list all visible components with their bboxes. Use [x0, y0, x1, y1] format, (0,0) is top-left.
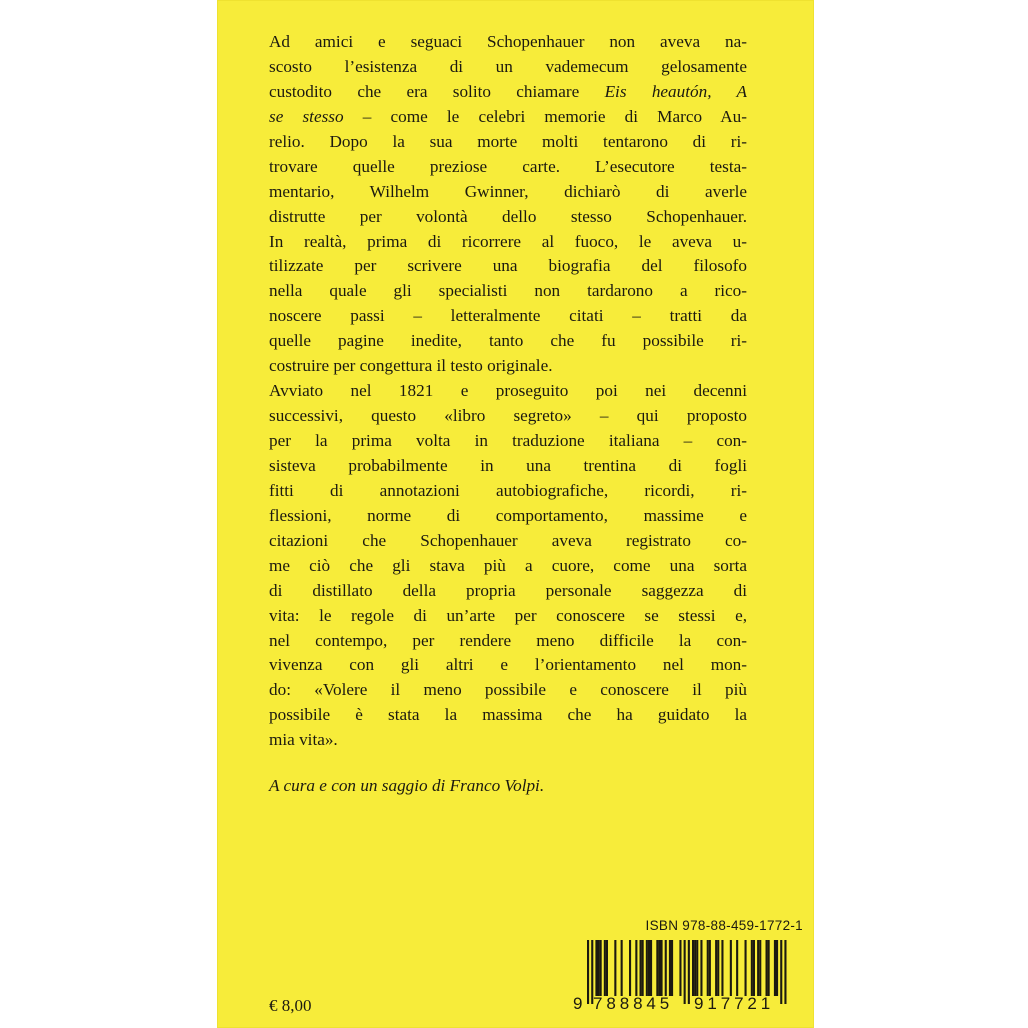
isbn-label: ISBN 978-88-459-1772-1	[645, 918, 803, 933]
blurb-line: vivenza con gli altri e l’orientamento nel mon-	[269, 655, 747, 675]
barcode-bar	[629, 940, 631, 996]
blurb-line-text: custodito che era solito chiamare	[269, 81, 605, 101]
barcode-bar	[671, 940, 673, 996]
barcode-bar	[679, 940, 681, 996]
barcode-bar	[766, 940, 768, 996]
italic-title: se stesso	[269, 106, 344, 126]
barcode-bar	[721, 940, 723, 996]
barcode-bar	[650, 940, 652, 996]
ean-left-group: 788845	[593, 994, 674, 1013]
blurb-line: Avviato nel 1821 e proseguito poi nei decenni	[269, 381, 747, 401]
blurb-line: per la prima volta in traduzione italiana – con-	[269, 431, 747, 450]
barcode-bar	[696, 940, 698, 996]
barcode-bar	[694, 940, 696, 996]
barcode-bar	[751, 940, 753, 996]
blurb-line: distrutte per volontà dello stesso Schopenhauer.	[269, 206, 747, 226]
blurb-line: sisteva probabilmente in una trentina di fogli	[269, 455, 747, 475]
barcode-bar	[684, 940, 686, 1004]
barcode-bar	[715, 940, 717, 996]
barcode-bar	[768, 940, 770, 996]
blurb-line	[269, 80, 747, 105]
blurb-line: relio. Dopo la sua morte molti tentarono di ri-	[269, 131, 747, 151]
blurb-line: do: «Volere il meno possibile e conoscere il più	[269, 680, 747, 700]
blurb-line: mentario, Wilhelm Gwinner, dichiarò di averle	[269, 181, 747, 201]
barcode-bar	[736, 940, 738, 996]
barcode-bar	[707, 940, 709, 996]
blurb-line: quelle pagine inedite, tanto che fu possibile ri-	[269, 331, 747, 351]
barcode-bar	[661, 940, 663, 996]
blurb-line	[269, 105, 747, 130]
blurb-line: vita: le regole di un’arte per conoscere se stessi e,	[269, 605, 747, 625]
isbn-barcode-block	[571, 918, 803, 1018]
barcode-bar	[600, 940, 602, 996]
barcode-bar	[745, 940, 747, 996]
barcode-bar	[598, 940, 600, 996]
barcode-bar	[709, 940, 711, 996]
blurb-line: successivi, questo «libro segreto» – qui proposto	[269, 406, 747, 426]
blurb-line: costruire per congettura il testo originale.	[269, 356, 553, 376]
barcode-bar	[759, 940, 761, 996]
blurb-line: nel contempo, per rendere meno difficile la con-	[269, 630, 747, 650]
barcode-bar	[665, 940, 667, 996]
barcode-bar	[776, 940, 778, 996]
blurb-line: In realtà, prima di ricorrere al fuoco, le aveva u-	[269, 231, 747, 251]
barcode-bar	[757, 940, 759, 996]
blurb-line: citazioni che Schopenhauer aveva registrato co-	[269, 530, 747, 550]
barcode-bar	[587, 940, 589, 1004]
ean-right-group: 917721	[694, 994, 775, 1013]
barcode-bar	[621, 940, 623, 996]
barcode-bar	[717, 940, 719, 996]
barcode-bar	[692, 940, 694, 996]
barcode-bar	[784, 940, 786, 1004]
barcode-bar	[669, 940, 671, 996]
blurb-line: tilizzate per scrivere una biografia del filosofo	[269, 256, 747, 276]
blurb-line: me ciò che gli stava più a cuore, come una sorta	[269, 555, 747, 575]
italic-title: Eis heautón, A	[604, 81, 747, 101]
barcode-bar	[606, 940, 608, 996]
barcode-bar	[604, 940, 606, 996]
barcode-bar	[646, 940, 648, 996]
barcode-bar	[635, 940, 637, 996]
barcode-bar	[774, 940, 776, 996]
blurb-line: scosto l’esistenza di un vademecum gelosamente	[269, 56, 747, 76]
blurb-line: di distillato della propria personale saggezza di	[269, 580, 747, 600]
barcode-bar	[640, 940, 642, 996]
curator-credit: A cura e con un saggio di Franco Volpi.	[269, 776, 545, 795]
blurb-line: trovare quelle preziose carte. L’esecutore testa-	[269, 156, 747, 176]
blurb-line: Ad amici e seguaci Schopenhauer non aveva na-	[269, 32, 747, 51]
barcode-bar	[700, 940, 702, 996]
blurb-line: mia vita».	[269, 730, 338, 750]
barcode-bar	[730, 940, 732, 996]
barcode-bar	[648, 940, 650, 996]
price-label: € 8,00	[269, 996, 312, 1015]
barcode-bar	[688, 940, 690, 1004]
barcode-bar	[595, 940, 597, 996]
barcode-bar	[753, 940, 755, 996]
ean-first-digit: 9	[573, 994, 583, 1013]
blurb-line: nella quale gli specialisti non tardarono a rico-	[269, 281, 747, 301]
barcode-bar	[780, 940, 782, 1004]
barcode-bar	[656, 940, 658, 996]
book-back-cover	[217, 0, 814, 1028]
blurb-text	[269, 30, 747, 753]
blurb-line: noscere passi – letteralmente citati – tratti da	[269, 306, 747, 326]
blurb-line: flessioni, norme di comportamento, massime e	[269, 505, 747, 525]
barcode-bar	[658, 940, 660, 996]
blurb-line: fitti di annotazioni autobiografiche, ricordi, ri-	[269, 480, 747, 500]
blurb-line-text: – come le celebri memorie di Marco Au-	[343, 106, 747, 126]
barcode-bar	[642, 940, 644, 996]
barcode-bar	[614, 940, 616, 996]
blurb-line: possibile è stata la massima che ha guidato la	[269, 705, 747, 725]
